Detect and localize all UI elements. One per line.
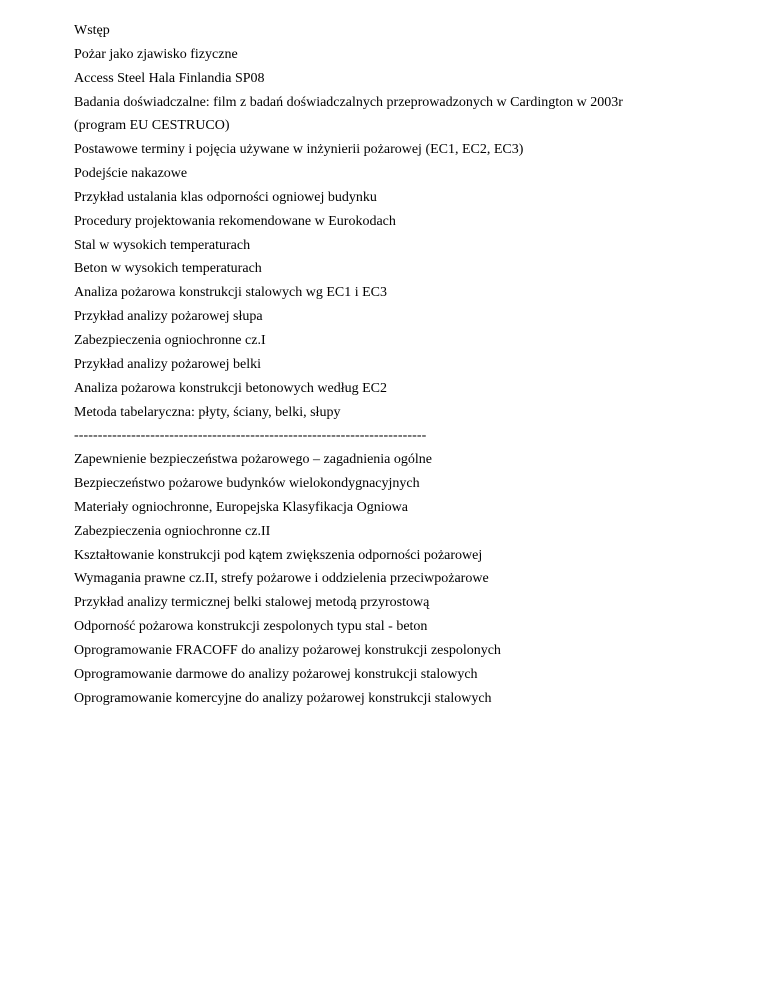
topic-line: Oprogramowanie FRACOFF do analizy pożarowej konstrukcji zespolonych — [74, 642, 501, 658]
topic-line: Postawowe terminy i pojęcia używane w inżynierii pożarowej (EC1, EC2, EC3) — [74, 142, 524, 158]
topic-line: Zabezpieczenia ogniochronne cz.II — [74, 523, 271, 539]
topic-line: Wymagania prawne cz.II, strefy pożarowe i oddzielenia przeciwpożarowe — [74, 571, 489, 587]
topic-line: Procedury projektowania rekomendowane w Eurokodach — [74, 213, 396, 229]
topic-line: Zapewnienie bezpieczeństwa pożarowego – zagadnienia ogólne — [74, 452, 432, 468]
topic-line: Przykład ustalania klas odporności ogniowej budynku — [74, 189, 377, 205]
topic-line: Materiały ogniochronne, Europejska Klasyfikacja Ogniowa — [74, 499, 408, 515]
topic-line: Przykład analizy pożarowej słupa — [74, 309, 263, 325]
section-separator: -------------------------------------------------------------------------- — [74, 428, 427, 444]
topic-line: Wstęp — [74, 23, 110, 38]
topic-line: Przykład analizy termicznej belki stalowej metodą przyrostową — [74, 595, 430, 611]
topic-line: Bezpieczeństwo pożarowe budynków wielokondygnacyjnych — [74, 476, 420, 492]
topic-line: Analiza pożarowa konstrukcji betonowych według EC2 — [74, 380, 387, 396]
topic-line: Metoda tabelaryczna: płyty, ściany, belki, słupy — [74, 404, 341, 420]
topic-line: Kształtowanie konstrukcji pod kątem zwiększenia odporności pożarowej — [74, 547, 483, 563]
topic-line: Podejście nakazowe — [74, 166, 188, 182]
topic-line: Badania doświadczalne: film z badań doświadczalnych przeprowadzonych w Cardington w 2003r — [74, 94, 623, 110]
topic-line: Analiza pożarowa konstrukcji stalowych wg EC1 i EC3 — [74, 285, 387, 301]
topic-line: Pożar jako zjawisko fizyczne — [74, 46, 238, 62]
document-page — [74, 19, 754, 710]
topic-line: Access Steel Hala Finlandia SP08 — [74, 70, 265, 86]
topic-line: Przykład analizy pożarowej belki — [74, 356, 261, 372]
topic-line: Odporność pożarowa konstrukcji zespolonych typu stal - beton — [74, 619, 428, 635]
topic-line: Oprogramowanie komercyjne do analizy pożarowej konstrukcji stalowych — [74, 690, 492, 706]
topic-line: Beton w wysokich temperaturach — [74, 261, 262, 277]
topic-line: Zabezpieczenia ogniochronne cz.I — [74, 332, 266, 348]
topic-line: (program EU CESTRUCO) — [74, 118, 230, 134]
topic-line: Stal w wysokich temperaturach — [74, 237, 251, 253]
topic-line: Oprogramowanie darmowe do analizy pożarowej konstrukcji stalowych — [74, 666, 478, 682]
